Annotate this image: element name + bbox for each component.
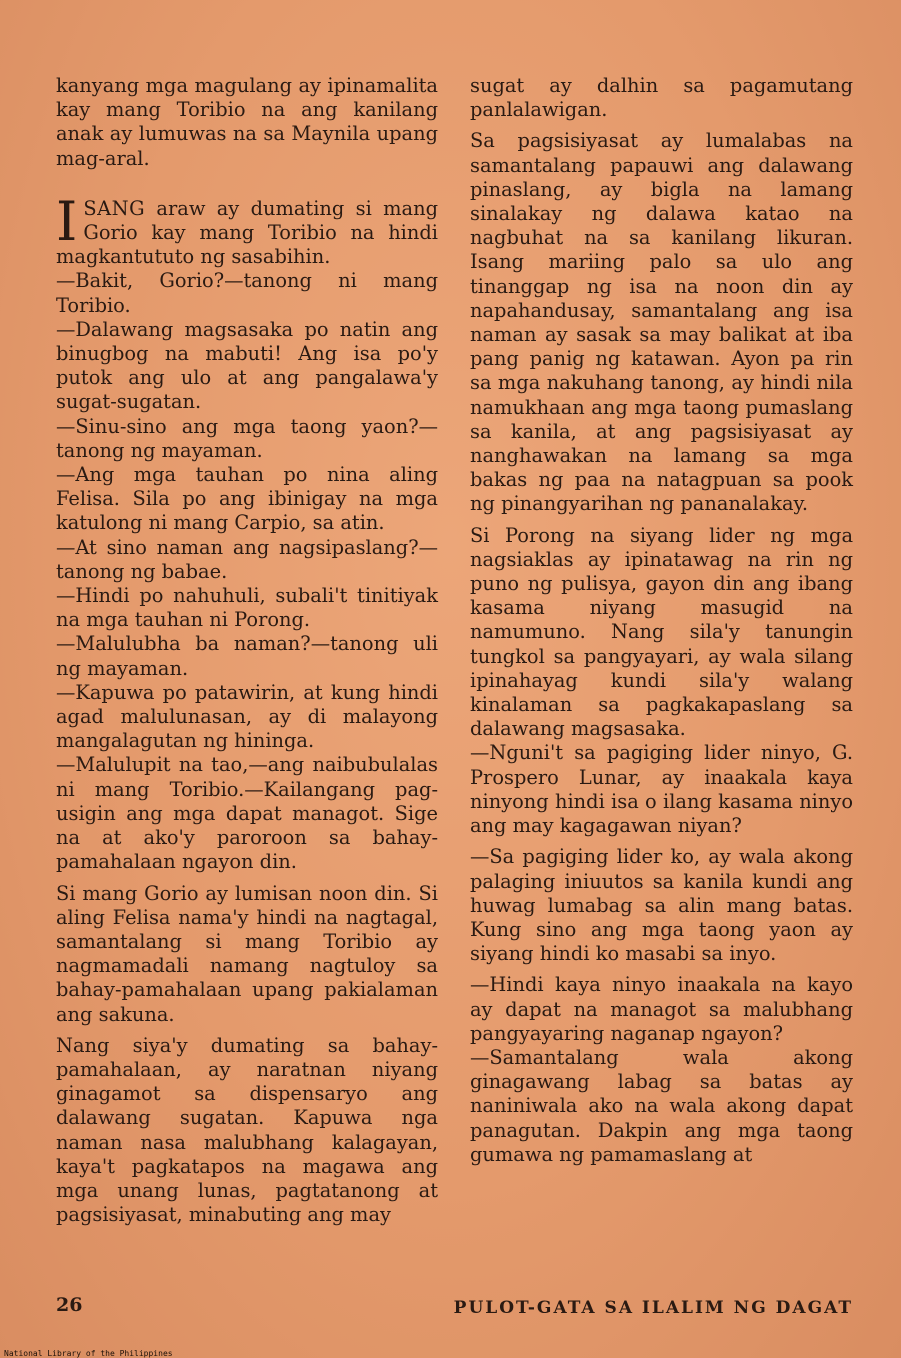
paragraph: Nang siya'y dumating sa bahay-pamahalaan, ay naratnan niyang ginagamot sa dispensaryo ang dalawang sugatan. Kapuwa nga naman nasa malubhang kalagayan, kaya't pagkatapos na magawa ang mga unang lunas, pagtatanong at pagsisiyasat, minabuting ang may	[56, 1033, 438, 1227]
paragraph: —Sa pagiging lider ko, ay wala akong palaging iniuutos sa kanila kundi ang huwag lumabag sa alin mang batas. Kung sino ang mga taong yaon ay siyang hindi ko masabi sa inyo.	[470, 845, 853, 966]
paragraph: Si mang Gorio ay lumisan noon din. Si aling Felisa nama'y hindi na nagtagal, samantalang si mang Toribio ay nagmamadali namang nagtuloy sa bahay-pamahalaan upang pakialaman ang sakuna.	[56, 881, 438, 1026]
paragraph: —Malulupit na tao,—ang naibubulalas ni mang Toribio.—Kailangang pag-usigin ang mga dapat managot. Sige na at ako'y paroroon sa bahay-pamahalaan ngayon din.	[56, 753, 438, 874]
paragraph: Si Porong na siyang lider ng mga nagsiaklas ay ipinatawag na rin ng puno ng pulisya, gayon din ang ibang kasama niyang masugid na namumuno. Nang sila'y tanungin tungkol sa pangyayari, ay wala silang ipinahayag kundi sila'y walang kinalaman sa pagkakapaslang sa dalawang magsasaka.	[470, 523, 853, 741]
paragraph-text: araw ay dumating si mang Gorio kay mang Toribio na hindi magkantututo ng sasabihin.	[56, 196, 438, 269]
running-title: PULOT-GATA SA ILALIM NG DAGAT	[453, 1298, 853, 1318]
paragraph: —Hindi po nahuhuli, subali't tinitiyak na mga tauhan ni Porong.	[56, 584, 438, 632]
drop-cap: I	[56, 189, 78, 253]
left-column	[56, 74, 438, 1227]
paragraph: —Hindi kaya ninyo inaakala na kayo ay dapat na managot sa malubhang pangyayaring naganap ngayon?	[470, 973, 853, 1045]
paragraph-dropcap	[56, 189, 438, 270]
paragraph: —Bakit, Gorio?—tanong ni mang Toribio.	[56, 269, 438, 317]
scan-credit: National Library of the Philippines	[4, 1349, 173, 1358]
paragraph: Sa pagsisiyasat ay lumalabas na samantalang papauwi ang dalawang pinaslang, ay bigla na lamang sinalakay ng dalawa katao na nagbuhat na sa kanilang likuran. Isang mariing palo sa ulo ang tinanggap ng isa na noon din ay napahandusay, samantalang ang isa naman ay sasak sa may balikat at iba pang panig ng katawan. Ayon pa rin sa mga nakuhang tanong, ay hindi nila namukhaan ang mga taong pumaslang sa kanila, at ang pagsisiyasat ay nanghawakan na lamang sa mga bakas ng paa na natagpuan sa pook ng pinangyarihan ng pananalakay.	[470, 129, 853, 516]
paragraph: —Malulubha ba naman?—tanong uli ng mayaman.	[56, 632, 438, 680]
paragraph: sugat ay dalhin sa pagamutang panlalawigan.	[470, 74, 853, 122]
small-caps-lead: SANG	[83, 196, 146, 220]
page-number: 26	[56, 1294, 83, 1316]
paragraph: —Kapuwa po patawirin, at kung hindi agad malulunasan, ay di malayong mangalagutan ng hininga.	[56, 680, 438, 753]
paragraph: —Ang mga tauhan po nina aling Felisa. Sila po ang ibinigay na mga katulong ni mang Carpio, sa atin.	[56, 463, 438, 535]
paragraph: —Nguni't sa pagiging lider ninyo, G. Prospero Lunar, ay inaakala kaya ninyong hindi isa o ilang kasama ninyo ang may kagagawan niyan?	[470, 741, 853, 838]
paragraph: —At sino naman ang nagsipaslang?—tanong ng babae.	[56, 535, 438, 583]
paragraph: kanyang mga magulang ay ipinamalita kay mang Toribio na ang kanilang anak ay lumuwas na sa Maynila upang mag-aral.	[56, 74, 438, 170]
paragraph: —Samantalang wala akong ginagawang labag sa batas ay naniniwala ako na wala akong dapat panagutan. Dakpin ang mga taong gumawa ng pamamaslang at	[470, 1045, 853, 1166]
paragraph: —Dalawang magsasaka po natin ang binugbog na mabuti! Ang isa po'y putok ang ulo at ang pangalawa'y sugat-sugatan.	[56, 317, 438, 414]
paragraph: —Sinu-sino ang mga taong yaon?—tanong ng mayaman.	[56, 414, 438, 462]
right-column	[470, 74, 853, 1167]
